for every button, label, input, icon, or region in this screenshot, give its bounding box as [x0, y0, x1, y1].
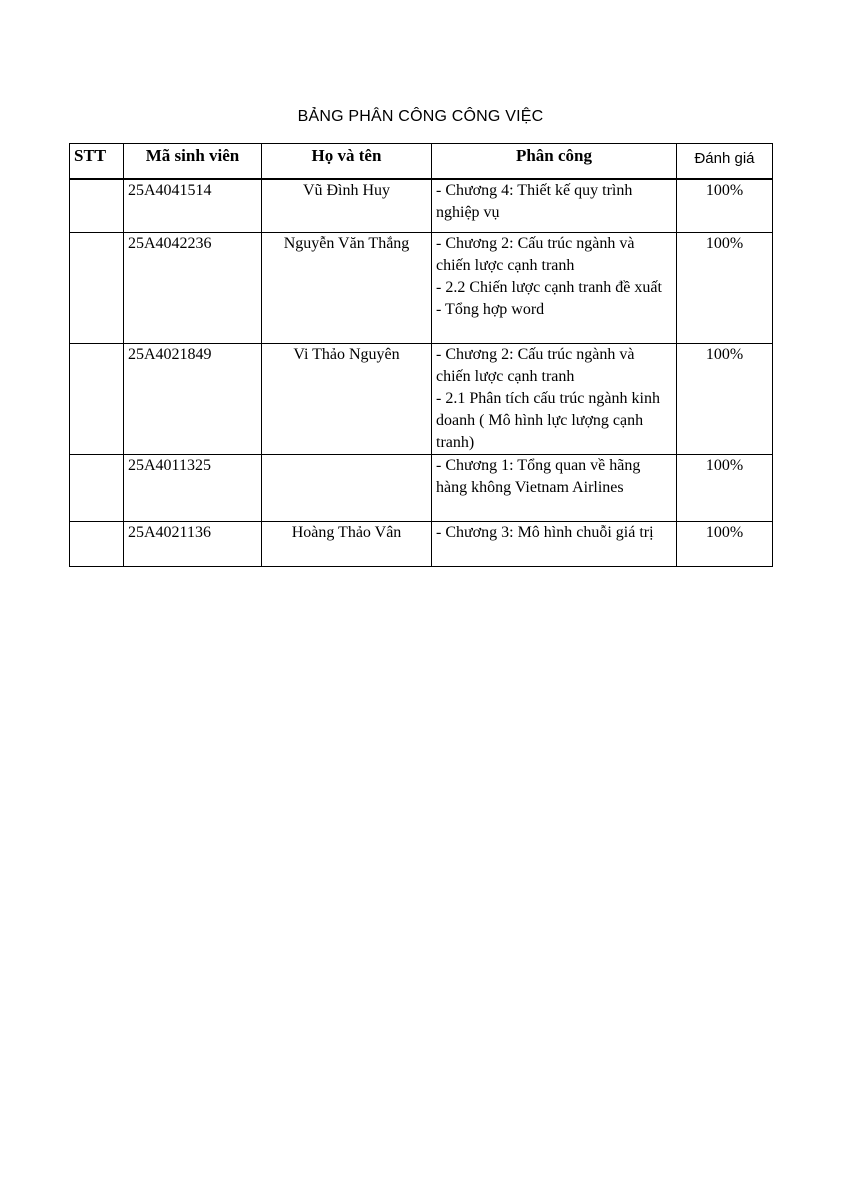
task-item: - Chương 3: Mô hình chuỗi giá trị	[436, 524, 654, 541]
evaluation-cell: 100%	[677, 233, 773, 344]
table-row	[70, 455, 773, 522]
header-evaluation: Đánh giá	[677, 144, 773, 180]
task-item: - 2.2 Chiến lược cạnh tranh đề xuất	[436, 279, 662, 296]
evaluation-cell: 100%	[677, 455, 773, 522]
full-name-cell: Hoàng Thảo Vân	[262, 522, 432, 567]
stt-cell	[70, 179, 124, 233]
task-item: - Chương 4: Thiết kế quy trình nghiệp vụ	[436, 182, 633, 221]
full-name-cell	[262, 455, 432, 522]
assignment-cell	[432, 233, 677, 344]
student-id-cell: 25A4011325	[124, 455, 262, 522]
task-item: - 2.1 Phân tích cấu trúc ngành kinh doanh ( Mô hình lực lượng cạnh tranh)	[436, 390, 660, 451]
header-student-id: Mã sinh viên	[124, 144, 262, 180]
full-name-cell: Vi Thảo Nguyên	[262, 344, 432, 455]
header-full-name: Họ và tên	[262, 144, 432, 180]
stt-cell	[70, 344, 124, 455]
student-id-cell: 25A4021136	[124, 522, 262, 567]
assignment-cell	[432, 455, 677, 522]
header-assignment: Phân công	[432, 144, 677, 180]
header-stt: STT	[70, 144, 124, 180]
stt-cell	[70, 233, 124, 344]
table-row	[70, 344, 773, 455]
task-item: - Chương 2: Cấu trúc ngành và chiến lược cạnh tranh	[436, 346, 635, 385]
stt-cell	[70, 455, 124, 522]
evaluation-cell: 100%	[677, 179, 773, 233]
assignment-cell	[432, 522, 677, 567]
stt-cell	[70, 522, 124, 567]
evaluation-cell: 100%	[677, 522, 773, 567]
full-name-cell: Vũ Đình Huy	[262, 179, 432, 233]
full-name-cell: Nguyễn Văn Thắng	[262, 233, 432, 344]
assignment-cell	[432, 179, 677, 233]
student-id-cell: 25A4021849	[124, 344, 262, 455]
assignment-cell	[432, 344, 677, 455]
student-id-cell: 25A4042236	[124, 233, 262, 344]
table-row	[70, 179, 773, 233]
table-row	[70, 522, 773, 567]
page-title: BẢNG PHÂN CÔNG CÔNG VIỆC	[297, 108, 544, 125]
table-row	[70, 233, 773, 344]
table-header-row	[70, 144, 773, 180]
assignment-table	[69, 143, 773, 567]
task-item: - Chương 1: Tổng quan về hãng hàng không Vietnam Airlines	[436, 457, 641, 496]
task-item: - Chương 2: Cấu trúc ngành và chiến lược cạnh tranh	[436, 235, 635, 274]
student-id-cell: 25A4041514	[124, 179, 262, 233]
task-item: - Tổng hợp word	[436, 301, 545, 318]
evaluation-cell: 100%	[677, 344, 773, 455]
